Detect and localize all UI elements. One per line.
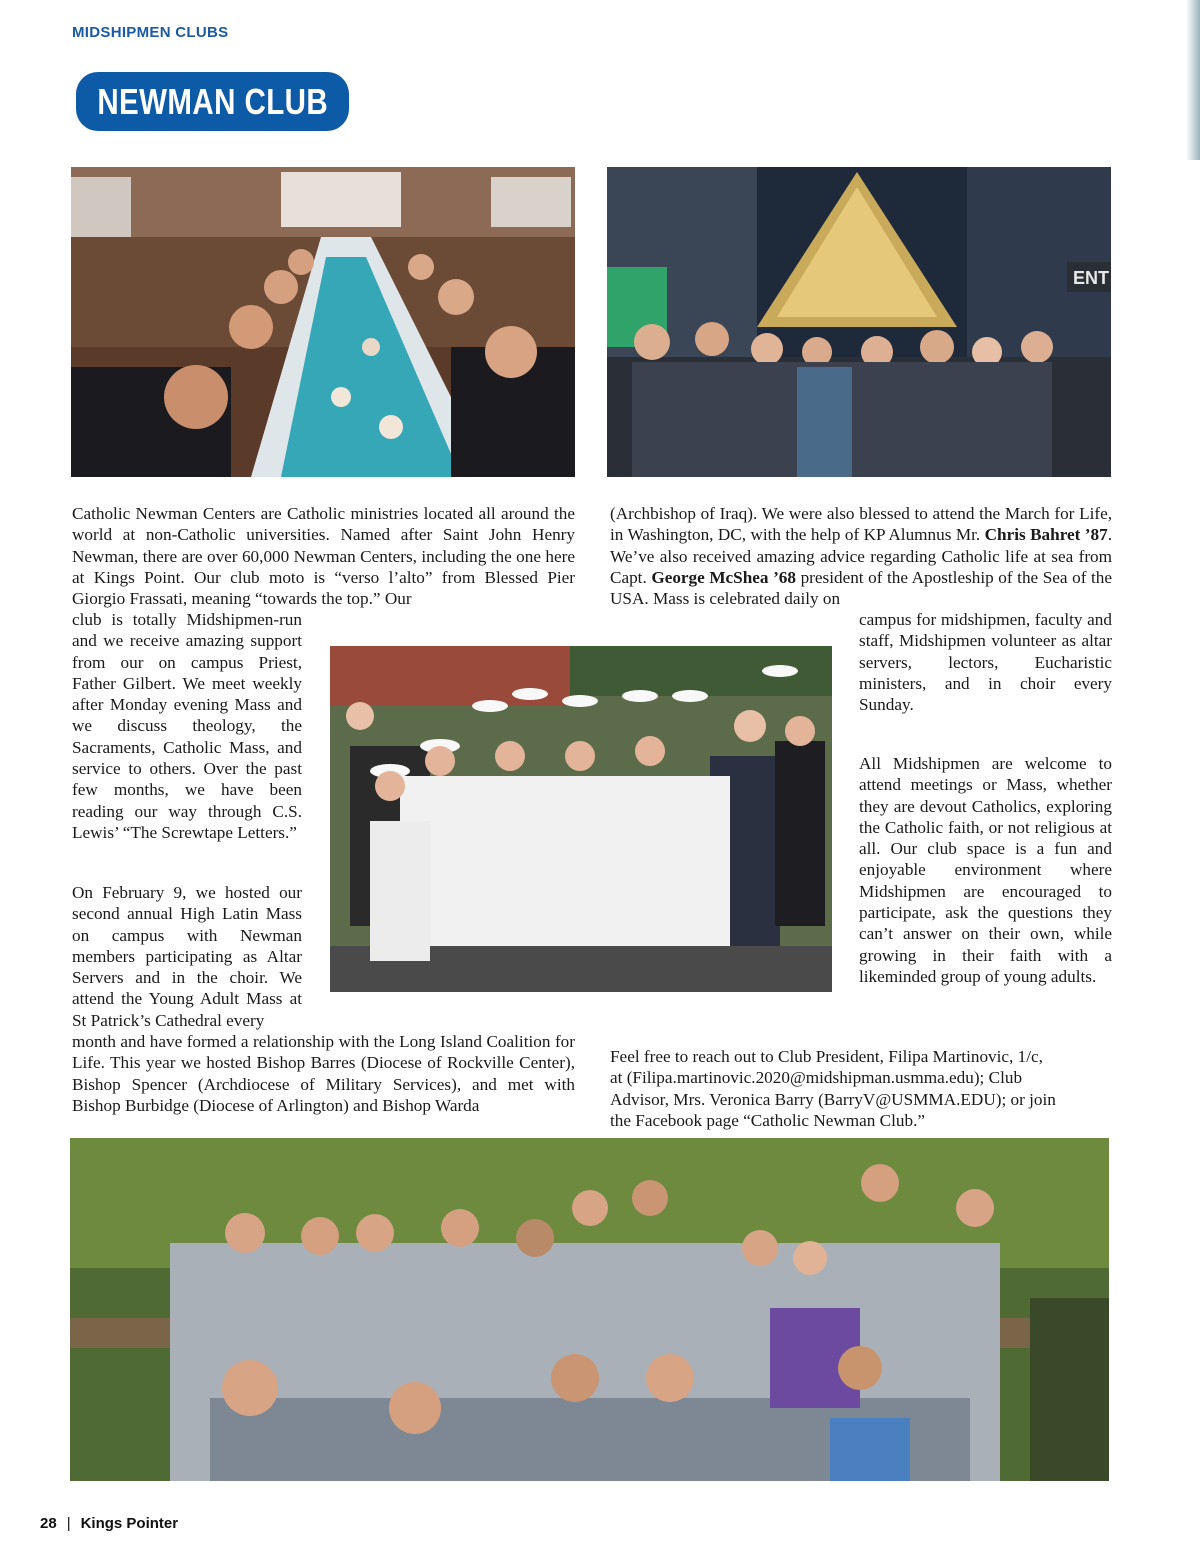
article-text-segment: (Archbishop of Iraq). We were also blessed to attend the March for Life, in Washington, DC, with the help of KP Alumnus Mr.	[610, 504, 1112, 545]
article-paragraph-3-narrow: campus for midshipmen, faculty and staff, Midshipmen volunteer as altar servers, lectors, Eucharistic ministers, and in choir every Sunday.	[859, 610, 1112, 715]
article-paragraph-2-narrow: On February 9, we hosted our second annual High Latin Mass on campus with Newman members participating as Altar Servers and in the choir. We attend the Young Adult Mass at St Patrick’s Cathedral every	[72, 883, 302, 1030]
contact-line: Advisor, Mrs. Veronica Barry (BarryV@USMMA.EDU); or join	[610, 1089, 1056, 1109]
dining-hall-photo	[71, 167, 575, 477]
dining-hall-group-photo-icon	[71, 167, 575, 477]
contact-line: Feel free to reach out to Club President, Filipa Martinovic, 1/c,	[610, 1047, 1043, 1066]
dress-whites-group-photo-icon	[330, 646, 832, 992]
contact-paragraph	[610, 1046, 1120, 1131]
christmas-tree-photo	[607, 167, 1111, 477]
title-banner	[76, 72, 349, 131]
article-paragraph-4-narrow: All Midshipmen are welcome to attend meetings or Mass, whether they are devout Catholics, exploring the Catholic faith, or not religious at all. Our club space is a fun and enjoyable environment where Midshipmen are encouraged to participate, ask the questions they can’t answer on their own, while growing in their faith with a likeminded group of young adults.	[859, 754, 1112, 986]
article-paragraph-1-full: Catholic Newman Centers are Catholic ministries located all around the world at non-Catholic universities. Named after Saint John Henry Newman, there are over 60,000 Newman Centers, including the one here at Kings Point. Our club moto is “verso l’alto” from Blessed Pier Giorgio Frassati, meaning “towards the top.” Our	[72, 504, 575, 609]
dress-whites-photo	[330, 646, 832, 992]
section-label: MIDSHIPMEN CLUBS	[72, 24, 229, 41]
publication-name: Kings Pointer	[80, 1515, 179, 1532]
article-paragraph-2-full: month and have formed a relationship with the Long Island Coalition for Life. This year we hosted Bishop Barres (Diocese of Rockville Center), Bishop Spencer (Archdiocese of Military Services), and met with Bishop Burbidge (Diocese of Arlington) and Bishop Warda	[72, 1032, 575, 1115]
article-paragraph-3-full	[610, 503, 1112, 609]
christmas-tree-group-photo-icon	[607, 167, 1111, 477]
alumnus-name-chris-bahret: Chris Bahret ’87	[984, 525, 1108, 545]
contact-line: the Facebook page “Catholic Newman Club.”	[610, 1110, 926, 1130]
alumnus-name-george-mcshea: George McShea ’68	[651, 567, 796, 587]
hiking-photo	[70, 1138, 1109, 1481]
footer-separator: |	[66, 1515, 71, 1532]
page-title: NEWMAN CLUB	[97, 80, 328, 122]
article-text-segment: president of the Apostleship of the Sea of the USA. Mass is celebrated daily on	[610, 567, 1112, 609]
sign-text: ENT	[1073, 268, 1109, 288]
article-paragraph-1-narrow: club is totally Midshipmen-run and we receive amazing support from our on campus Priest, Father Gilbert. We meet weekly after Monday evening Mass and we discuss theology, the Sacraments, Catholic Mass, and service to others. Over the past few months, we have been reading our way through C.S. Lewis’ “The Screwtape Letters.”	[72, 610, 302, 842]
page-edge-strip	[1186, 0, 1200, 160]
article-text-segment: . We’ve also received amazing advice regarding Catholic life at sea from Capt.	[610, 525, 1113, 587]
contact-line: at (Filipa.martinovic.2020@midshipman.usmma.edu); Club	[610, 1068, 1023, 1088]
page-footer	[40, 1515, 178, 1532]
page-number: 28	[40, 1515, 57, 1532]
hiking-group-photo-icon	[70, 1138, 1109, 1481]
